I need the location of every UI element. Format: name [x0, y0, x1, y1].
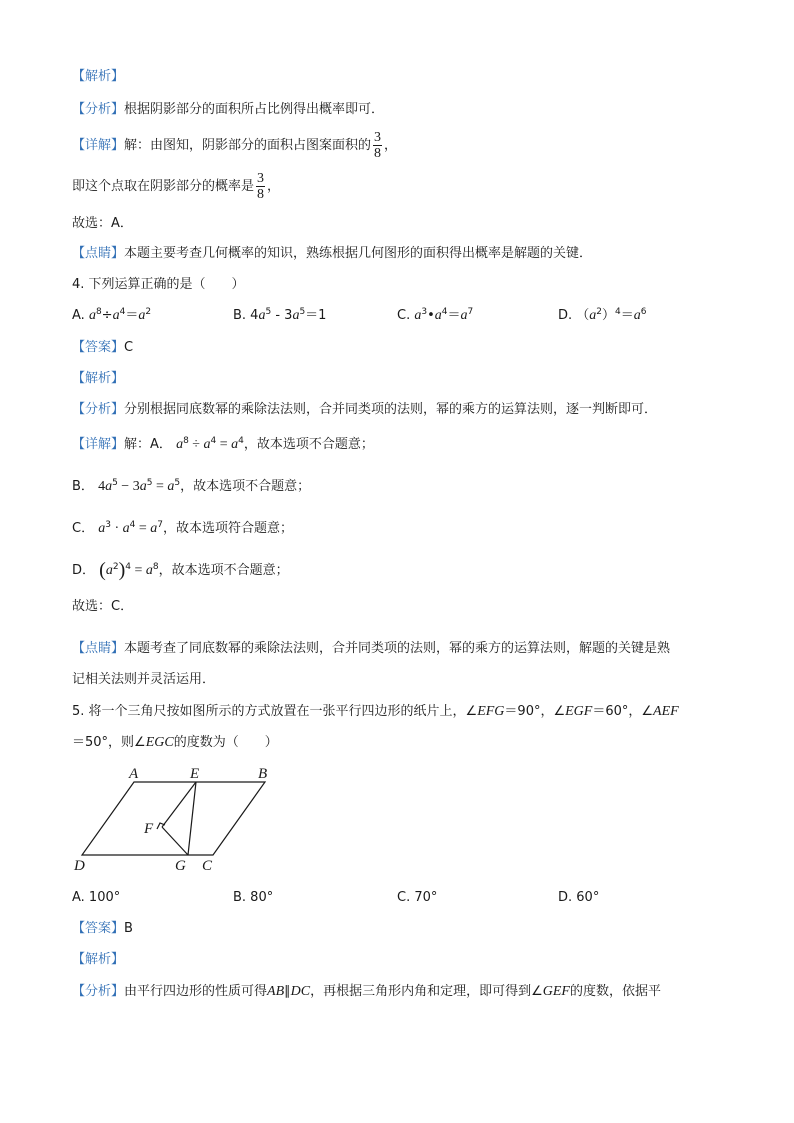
segment-fg [162, 827, 188, 855]
dianjing-tag: 【点睛】 [72, 641, 125, 656]
parallel-sign: ∥ [284, 984, 291, 999]
label-c: C [202, 858, 213, 874]
opt-label: C. [397, 308, 415, 323]
comma: ， [267, 179, 281, 194]
angle-aef: AEF [653, 704, 679, 719]
angle-egc: EGC [145, 735, 174, 750]
jiexi-heading-2: 【解析】 [72, 371, 125, 386]
label-a: A [129, 766, 139, 782]
verdict-wrong: ，故本选项不合题意； [243, 437, 374, 452]
dianjing-text: 本题考查了同底数幂的乘除法法则，合并同类项的法则，幂的乘方的运算法则，解题的关键是熟 [124, 641, 671, 656]
q4-dianjing-cont: 记相关法则并灵活运用． [72, 672, 216, 687]
frac-num: 3 [374, 130, 382, 145]
q4-option-c: C. $a^3•a^4=a^7$ [397, 307, 474, 323]
q4-dianjing [72, 640, 670, 658]
xiangjie-tag: 【详解】 [72, 138, 125, 153]
q5-option-c: C. 70° [397, 890, 438, 905]
fenxi-tag: 【分析】 [72, 102, 125, 117]
opt-label: D. （ [558, 308, 590, 323]
verdict-wrong: ，故本选项不合题意； [180, 479, 311, 494]
jiexi-heading-3: 【解析】 [72, 952, 125, 967]
label-d: D [74, 858, 85, 874]
label-b: B． [72, 479, 94, 494]
angle-efg: EFG [477, 704, 505, 719]
q4-answer [72, 339, 133, 357]
fenxi-text: 根据阴影部分的面积所占比例得出概率即可． [124, 102, 385, 117]
fenxi-text: 由平行四边形的性质可得 [124, 984, 268, 999]
angle-sign: ∠ [641, 704, 654, 719]
stem-text: ＝90°， [504, 704, 554, 719]
angle-sign: ∠ [531, 984, 543, 999]
fenxi-1 [72, 101, 384, 119]
dianjing-1 [72, 245, 592, 263]
stem-text: ＝60°， [592, 704, 642, 719]
opt-label: A. [72, 308, 89, 323]
q5-option-d: D. 60° [558, 890, 600, 905]
q4-xiangjie-a: 【详解】解：A． $a^8 \div a^4 = a^4$，故本选项不合题意； [72, 436, 374, 452]
frac-den: 8 [374, 146, 382, 161]
q4-option-a: A. $a^8\div a^4=a^2$ [72, 307, 152, 323]
label-c: C． [72, 521, 95, 536]
q4-fenxi [72, 401, 657, 419]
q4-option-d: D. $(a^2)^4=a^6$ [558, 307, 647, 323]
fenxi-text: 分别根据同底数幂的乘除法法则，合并同类项的法则，幂的乘方的运算法则，逐一判断即可． [124, 402, 658, 417]
label-f: F [144, 821, 154, 837]
parallelogram-figure [72, 764, 282, 874]
stem-text: 的度数为（ ） [173, 735, 278, 750]
angle-gef: GEF [542, 984, 570, 999]
segment-ab: AB [267, 984, 285, 999]
label-d: D． [72, 563, 96, 578]
angle-egf: EGF [565, 704, 593, 719]
q5-stem-line2 [72, 734, 278, 752]
segment-dc: DC [290, 984, 311, 999]
q5-answer [72, 920, 133, 938]
q4-xiangjie-d: D． $(a^2)^4 = a^8$，故本选项不合题意； [72, 559, 289, 581]
fenxi-tag: 【分析】 [72, 984, 125, 999]
q5-option-b: B. 80° [233, 890, 274, 905]
frac-num: 3 [257, 171, 265, 186]
xiangjie-text: 解：由图知，阴影部分的面积占图案面积的 [124, 138, 372, 153]
angle-sign: ∠ [553, 704, 566, 719]
fenxi-text: ，再根据三角形内角和定理，即可得到 [310, 984, 532, 999]
q4-xiangjie-c: C． $a^3 \cdot a^4 = a^7$，故本选项符合题意； [72, 520, 294, 536]
label-g: G [175, 858, 186, 874]
probability-text: 即这个点取在阴影部分的概率是 [72, 179, 255, 194]
q4-stem: 4. 下列运算正确的是（ ） [72, 277, 245, 292]
segment-ef [162, 782, 196, 827]
probability-line [72, 169, 280, 205]
q5-stem-line1 [72, 703, 679, 721]
answer-tag: 【答案】 [72, 921, 125, 936]
fenxi-text: 的度数，依据平 [569, 984, 661, 999]
xiangjie-1 [72, 128, 397, 164]
comma: ， [384, 138, 398, 153]
dianjing-tag: 【点睛】 [72, 246, 125, 261]
opt-label: B. 4 [233, 308, 259, 323]
jiexi-heading-1: 【解析】 [72, 69, 125, 84]
q5-option-a: A. 100° [72, 890, 121, 905]
dianjing-text: 本题主要考查几何概率的知识，熟练根据几何图形的面积得出概率是解题的关键． [124, 246, 593, 261]
parallelogram-abcd [82, 782, 265, 855]
angle-sign: ∠ [134, 735, 146, 750]
q4-conclusion: 故选：C． [72, 599, 134, 614]
answer-tag: 【答案】 [72, 340, 125, 355]
stem-text: 5. 将一个三角尺按如图所示的方式放置在一张平行四边形的纸片上， [72, 704, 466, 719]
frac-den: 8 [257, 187, 265, 202]
q4-option-b: B. $4a^5 - 3a^5=1$ [233, 307, 327, 323]
fraction-3-8-b [256, 171, 265, 202]
q5-fenxi [72, 983, 661, 1001]
fenxi-tag: 【分析】 [72, 402, 125, 417]
fraction-3-8 [373, 130, 382, 161]
answer-line-1: 故选：A． [72, 216, 133, 231]
answer-text: C [124, 340, 134, 355]
angle-sign: ∠ [465, 704, 478, 719]
verdict-right: ，故本选项符合题意； [163, 521, 294, 536]
xiangjie-tag: 【详解】 [72, 437, 125, 452]
answer-text: B [124, 921, 133, 936]
segment-eg [188, 782, 196, 855]
label-b: B [258, 766, 268, 782]
label-e: E [190, 766, 200, 782]
q4-xiangjie-b: B． $4a^5 - 3a^5 = a^5$，故本选项不合题意； [72, 478, 311, 494]
stem-text: ＝50°，则 [72, 735, 135, 750]
verdict-wrong: ，故本选项不合题意； [158, 563, 289, 578]
label-a: 解：A． [124, 437, 172, 452]
